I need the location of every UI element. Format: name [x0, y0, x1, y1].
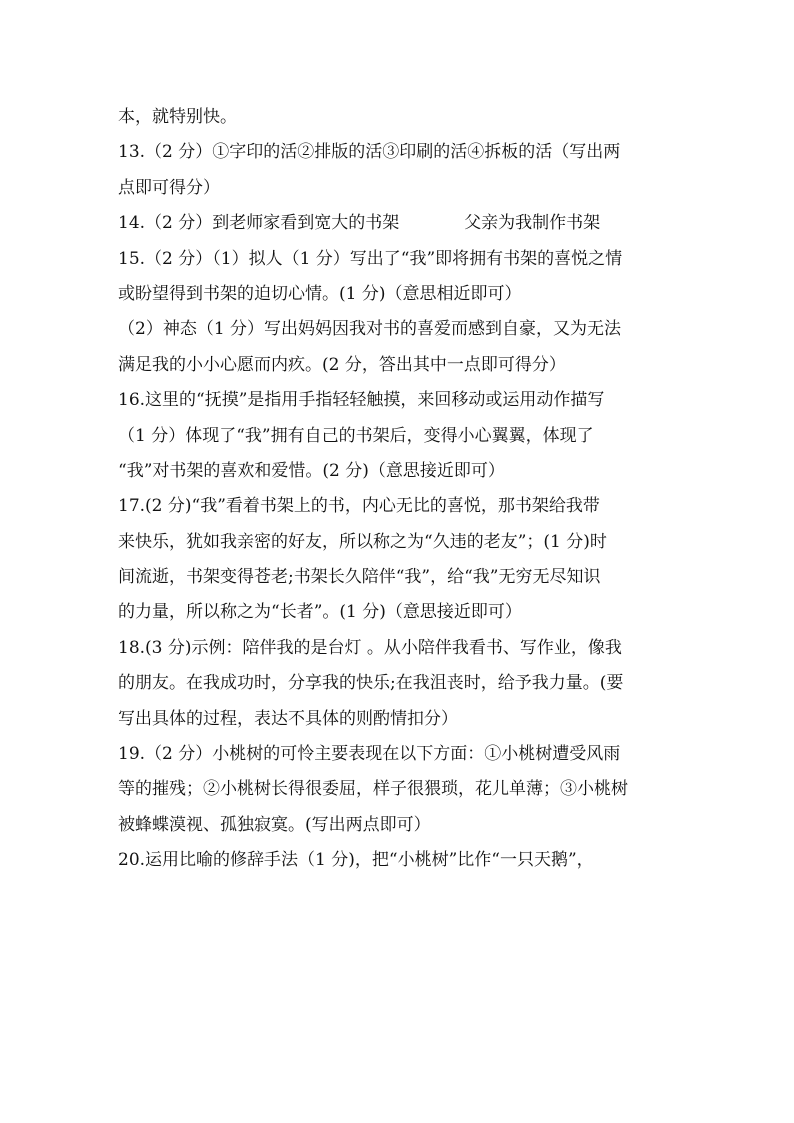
text-line: “我”对书架的喜欢和爱惜。(2 分)（意思接近即可）	[118, 460, 505, 481]
text-line: 的力量，所以称之为“长者”。(1 分)（意思接近即可）	[118, 602, 522, 623]
text-line: 13.（2 分）①字印的活②排版的活③印刷的活④拆板的活（写出两	[118, 142, 621, 163]
text-line: 满足我的小小心愿而内疚。(2 分，答出其中一点即可得分）	[118, 354, 566, 375]
text-line: 被蜂蝶漠视、孤独寂寞。(写出两点即可）	[118, 814, 431, 835]
text-line: （1 分）体现了“我”拥有自己的书架后，变得小心翼翼，体现了	[118, 425, 594, 446]
text-line: 17.(2 分)“我”看着书架上的书，内心无比的喜悦，那书架给我带	[118, 496, 600, 517]
text-line: 的朋友。在我成功时，分享我的快乐;在我沮丧时，给予我力量。(要	[118, 673, 624, 694]
answer-key-text	[118, 100, 678, 879]
text-line: 来快乐，犹如我亲密的好友，所以称之为“久违的老友”；(1 分)时	[118, 531, 607, 552]
text-line: 18.(3 分)示例：陪伴我的是台灯 。从小陪伴我看书、写作业，像我	[118, 637, 622, 658]
text-line: 写出具体的过程，表达不具体的则酌情扣分）	[118, 708, 458, 729]
text-line: 间流逝，书架变得苍老;书架长久陪伴“我”，给“我”无穷无尽知识	[118, 567, 601, 588]
text-line: 点即可得分）	[118, 177, 220, 198]
text-line: 19.（2 分）小桃树的可怜主要表现在以下方面：①小桃树遭受风雨	[118, 744, 621, 765]
text-line: （2）神态（1 分）写出妈妈因我对书的喜爱而感到自豪，又为无法	[118, 319, 622, 340]
text-line: 16.这里的“抚摸”是指用手指轻轻触摸，来回移动或运用动作描写	[118, 390, 605, 411]
text-line: 14.（2 分）到老师家看到宽大的书架 父亲为我制作书架	[118, 213, 601, 234]
text-line: 20.运用比喻的修辞手法（1 分)，把“小桃树”比作“一只天鹅”，	[118, 850, 594, 871]
text-line: 等的摧残；②小桃树长得很委屈，样子很猥琐，花儿单薄；③小桃树	[118, 779, 628, 800]
text-line: 本，就特别快。	[118, 107, 237, 127]
text-line: 或盼望得到书架的迫切心情。(1 分)（意思相近即可）	[118, 283, 522, 304]
text-line: 15.（2 分）（1）拟人（1 分）写出了“我”即将拥有书架的喜悦之情	[118, 248, 623, 269]
